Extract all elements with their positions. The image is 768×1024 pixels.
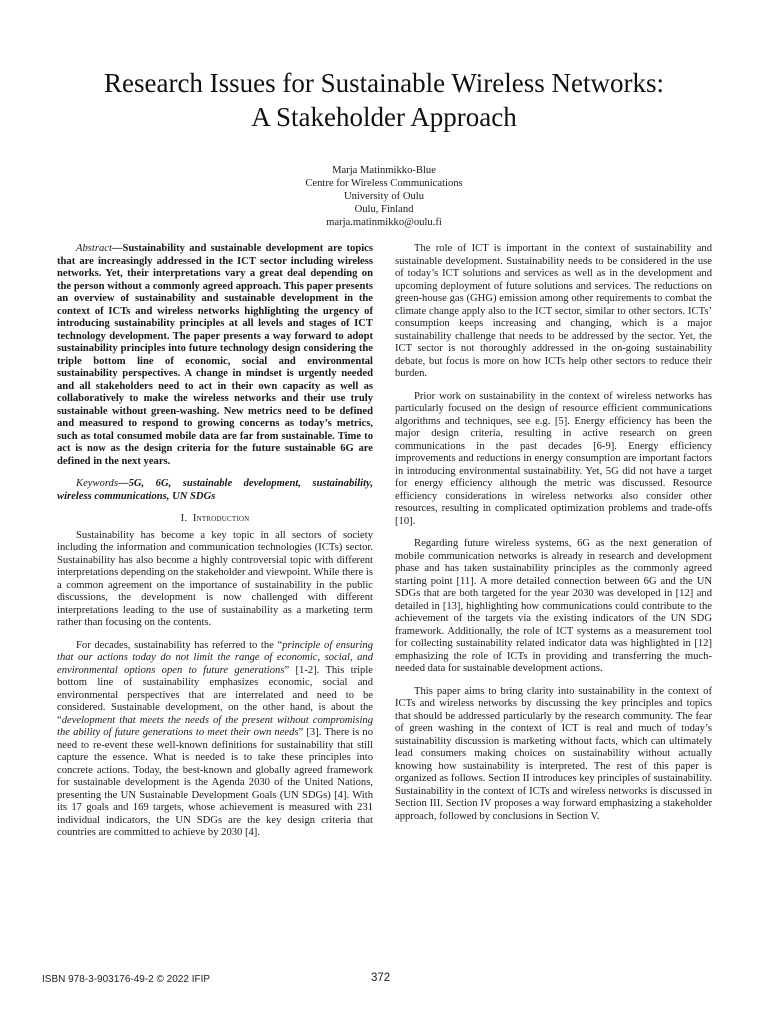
section-heading-introduction xyxy=(57,513,373,526)
title-line-2: A Stakeholder Approach xyxy=(251,102,517,132)
abstract-text: —Sustainability and sustainable development are topics that are increasingly addressed in the ICT sector including wireless networks. Yet, their interpretations vary a great deal depending on the person without a commonly agreed approach. This paper presents an overview of sustainability and sustainable development in the context of ICTs and wireless networks highlighting the urgency of introducing sustainability principles at all levels and stages of ICT technology development. The paper presents a way forward to adopt sustainability principles into future technology design considering the triple bottom line of economic, social and environmental sustainability perspectives. A change in mindset is urgently needed and all stakeholders need to act in their own capacity as well as collaboratively to make the wireless networks and their use truly sustainable without green-washing. New metrics need to be defined and measured to respond to growing concerns as today’s metrics, such as total consumed mobile data are far from sustainable. Time to act is now as the design criteria for the future sustainable 6G are defined in the next years. xyxy=(57,243,373,467)
intro-paragraph-4: Prior work on sustainability in the context of wireless networks has particularly focused on the design of resource efficient communications algorithms and techniques, see e.g. [5]. Energy efficiency has been the major design criteria, resulting in active research on green communications in the past decades [6-9]. Energy efficiency improvements and reductions in energy consumption are important factors in introducing environmental sustainability. Yet, 5G did not have a target for energy efficiency although the metric was discussed. Resource efficiency considerations in wireless networks also consider other resources, resulting in complicated optimization problems and trade-offs [10]. xyxy=(395,390,712,527)
section-title: Introduction xyxy=(192,513,250,524)
footer-page-number: 372 xyxy=(371,972,391,984)
author-affiliation-2: University of Oulu xyxy=(343,191,425,202)
author-location: Oulu, Finland xyxy=(354,204,414,215)
right-column xyxy=(395,243,712,833)
keywords-label: Keywords xyxy=(76,478,118,489)
sustainable-development-quote: development that meets the needs of the present without compromising the ability of future generations to meet their own needs xyxy=(57,714,373,738)
paper-title xyxy=(30,66,738,134)
intro-paragraph-3: The role of ICT is important in the context of sustainability and sustainable development. Sustainability needs to be considered in the use of today’s ICT solutions and services as well as in the development and upcoming deployment of future solutions and services. The reductions on green-house gas (GHG) emission among other requirements to combat the climate change apply also to the ICT sector, similar to other sectors. ICTs’ consumption keeps increasing and changing, which is a major sustainability challenge that needs to be addressed by the sector. Yet, the ICT sector is not thoroughly addressed in the on-going sustainability debate, but focus is more on how ICTs help other sectors to reduce their burden. xyxy=(395,243,712,379)
keywords-text: —5G, 6G, sustainable development, sustainability, wireless communications, UN SDGs xyxy=(57,478,373,502)
author-name: Marja Matinmikko-Blue xyxy=(332,165,436,176)
author-email: marja.matinmikko@oulu.fi xyxy=(326,217,442,228)
sustainability-definition-quote: principle of ensuring that our actions today do not limit the range of economic, social, and environmental options open to future generations xyxy=(57,639,373,676)
footer-isbn: ISBN 978-3-903176-49-2 © 2022 IFIP xyxy=(42,974,211,985)
author-block xyxy=(184,164,584,229)
title-line-1: Research Issues for Sustainable Wireless Networks: xyxy=(103,68,665,98)
abstract-label: Abstract xyxy=(76,243,112,254)
abstract xyxy=(57,243,373,468)
intro-paragraph-6: This paper aims to bring clarity into sustainability in the context of ICTs and wireless networks by discussing the key principles and topics that should be addressed particularly by the research community. The fear of green washing in the context of ICT is real and much of today’s sustainability discussion is marketing without facts, which can ultimately lead consumers making choices on sustainability without actually knowing how sustainability is interpreted. The rest of this paper is organized as follows. Section II introduces key principles of sustainability. Sustainability in the context of ICTs and wireless networks is discussed in Section III. Section IV proposes a way forward emphasizing a stakeholder approach, followed by conclusions in Section V. xyxy=(395,685,712,822)
intro-p2-text-b: ” [1-2]. This triple bottom line of sustainability emphasizes economic, social and environmental perspectives that are interrelated and need to be considered. Sustainable development, on the other hand, is about the “ xyxy=(57,664,373,726)
intro-paragraph-2 xyxy=(57,640,373,840)
left-column xyxy=(57,243,373,850)
intro-paragraph-5: Regarding future wireless systems, 6G as the next generation of mobile communication networks is already in research and development phase and has taken sustainability principles as the commonly agreed starting point [11]. A more detailed connection between 6G and the UN SDGs that are both targeted for the year 2030 was developed in [12] and detailed in [13], highlighting how communications could contribute to the achievement of the targets via the existing indicators of the UN SDG framework. Additionally, the role of ICT systems as a measurement tool for collecting sustainability related indicator data was highlighted in [12] emphasizing the role of ICTs in providing and transferring the much-needed data for sustainable development actions. xyxy=(395,538,712,674)
intro-p2-text-c: ” [3]. There is no need to re-event these well-known definitions for sustainability that still capture the essence. What is needed is to take these principles into concrete actions. Today, the best-known and globally agreed framework for sustainable development is the Agenda 2030 of the United Nations, presenting the UN Sustainable Development Goals (UN SDGs) [4]. With its 17 goals and 169 targets, whose achievement is measured with 231 individual indicators, the UN SDGs are the key design criteria that countries are committed to achieve by 2030 [4]. xyxy=(57,727,374,838)
intro-p2-text-a: For decades, sustainability has referred to the “ xyxy=(76,639,283,651)
intro-paragraph-1: Sustainability has become a key topic in all sectors of society including the information and communication technologies (ICTs) sector. Sustainability has also become a highly controversial topic with different interpretations depending on the stakeholder and viewpoint. While there is a common agreement on the importance of sustainability in the public discussions, the development is now challenged with different interpretations leading to the use of sustainability as a marketing term rather than focusing on the contents. xyxy=(57,529,373,628)
section-number: I. xyxy=(180,513,188,524)
keywords xyxy=(57,478,373,503)
author-affiliation-1: Centre for Wireless Communications xyxy=(305,178,463,189)
